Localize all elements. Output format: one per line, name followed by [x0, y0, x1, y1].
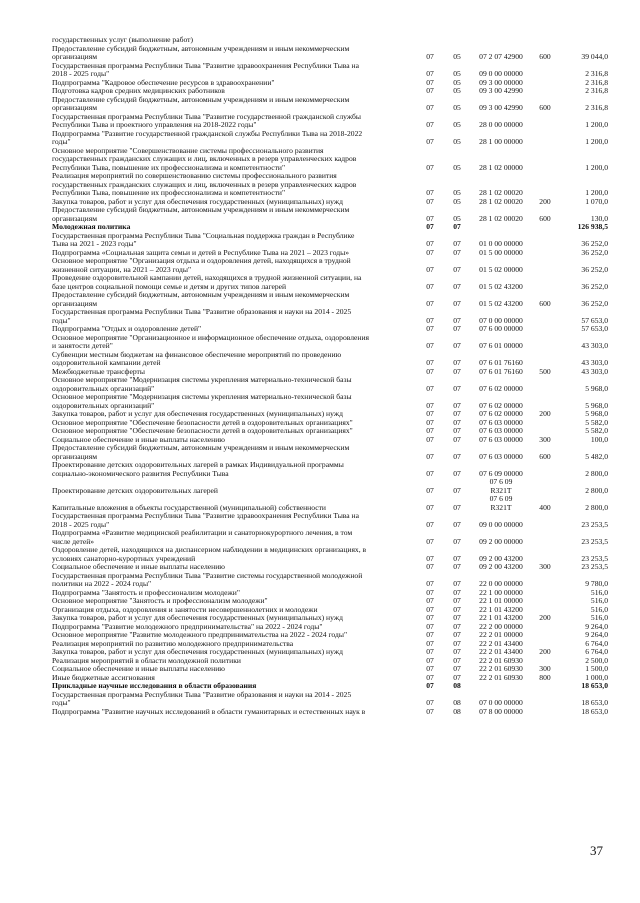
- amount: 5 968,0: [585, 383, 608, 393]
- table-row: [52, 495, 608, 512]
- amount: 23 253,5: [581, 562, 608, 571]
- target-article-code: 22 1 01 43200: [479, 604, 523, 614]
- subsection-code: 07: [453, 281, 461, 291]
- row-name: Подпрограмма «Социальная защита семьи и детей в Республике Тыва на 2021 – 2023 годы»: [52, 247, 350, 257]
- subsection-code: 07: [453, 553, 461, 563]
- subsection-code: 07: [453, 247, 461, 257]
- subsection-code: 05: [453, 196, 461, 206]
- target-article-code: 09 3 00 42990: [479, 103, 523, 112]
- target-article-code: 01 0 00 00000: [479, 239, 523, 248]
- table-row: [52, 172, 608, 198]
- row-name: Подпрограмма "Кадровое обеспечение ресурсов в здравоохранении": [52, 77, 275, 87]
- table-row: [52, 708, 608, 717]
- target-article-code: 22 2 01 43400: [479, 647, 523, 656]
- row-name: Основное мероприятие "Обеспечение безопасности детей в оздоровительных организациях": [52, 426, 353, 435]
- section-code: 07: [426, 672, 434, 682]
- section-code: 07: [426, 358, 434, 367]
- subsection-code: 07: [453, 358, 461, 367]
- expense-type-code: 600: [539, 103, 551, 112]
- row-name: Проведение оздоровительной кампании детей, находящихся в трудной жизненной ситуации, на базе центров социальной помощи семье и детям и других типов лагерей: [52, 273, 362, 291]
- amount: 9 780,0: [585, 579, 608, 588]
- table-row: [52, 393, 608, 410]
- target-article-code: 22 2 01 43400: [479, 638, 523, 648]
- section-code: 07: [426, 536, 434, 546]
- section-code: 07: [426, 604, 434, 614]
- expense-type-code: 300: [539, 664, 551, 673]
- section-code: 07: [426, 638, 434, 648]
- subsection-code: 07: [453, 239, 461, 248]
- expense-type-code: 200: [539, 647, 551, 656]
- section-code: 07: [426, 587, 434, 597]
- amount: 2 800,0: [585, 485, 608, 495]
- subsection-code: 07: [453, 647, 461, 656]
- subsection-code: 05: [453, 86, 461, 95]
- amount: 1 200,0: [585, 120, 608, 129]
- section-code: 07: [426, 621, 434, 631]
- row-name: Подпрограмма "Развитие научных исследований в области гуманитарных и естественных наук в: [52, 706, 366, 716]
- expense-type-code: 600: [539, 298, 551, 308]
- amount: 5 968,0: [585, 409, 608, 418]
- subsection-code: 07: [453, 298, 461, 308]
- section-code: 07: [426, 485, 434, 495]
- subsection-code: 08: [453, 706, 461, 716]
- subsection-code: 07: [453, 502, 461, 512]
- table-row: [52, 206, 608, 223]
- expense-type-code: 200: [539, 613, 551, 622]
- subsection-code: 07: [453, 222, 461, 231]
- subsection-code: 05: [453, 69, 461, 78]
- subsection-code: 07: [453, 324, 461, 333]
- row-name: Иные бюджетные ассигнования: [52, 672, 155, 682]
- row-name: Государственная программа Республики Тыва "Развитие здравоохранения Республики Тыва на 2018 - 2025 годы": [52, 511, 359, 529]
- target-article-code: 07 2 07 42900: [479, 52, 523, 61]
- table-row: [52, 546, 608, 563]
- row-name: Оздоровление детей, находящихся на диспансерном наблюдении в медицинских организациях, в условиях санаторно-курортных учреждений: [52, 545, 367, 563]
- subsection-code: 05: [453, 103, 461, 112]
- table-row: [52, 147, 608, 173]
- target-article-code: 28 1 02 00000: [479, 162, 523, 172]
- section-code: 07: [426, 298, 434, 308]
- section-code: 07: [426, 315, 434, 325]
- row-name: Проектирование детских оздоровительных лагерей: [52, 485, 218, 495]
- section-code: 07: [426, 502, 434, 512]
- row-name: Закупка товаров, работ и услуг для обеспечения государственных (муниципальных) нужд: [52, 196, 343, 206]
- subsection-code: 07: [453, 417, 461, 427]
- expense-type-code: 600: [539, 213, 551, 223]
- table-row: [52, 334, 608, 351]
- row-name: Предоставление субсидий бюджетным, автономным учреждениям и иным некоммерческим организациям: [52, 205, 350, 223]
- table-row: [52, 376, 608, 393]
- row-name: Организация отдыха, оздоровления и занятости несовершеннолетних и молодежи: [52, 604, 318, 614]
- row-name: Межбюджетные трансферты: [52, 366, 145, 376]
- table-row: [52, 691, 608, 708]
- section-code: 07: [426, 103, 434, 112]
- section-code: 07: [426, 52, 434, 61]
- target-article-code: 09 2 00 43200: [479, 562, 523, 571]
- amount: 5 582,0: [585, 417, 608, 427]
- table-row: [52, 351, 608, 368]
- table-row: [52, 291, 608, 308]
- subsection-code: 07: [453, 587, 461, 597]
- page-number: 37: [590, 843, 603, 858]
- amount: 1 200,0: [585, 188, 608, 197]
- row-name: Государственная программа Республики Тыва "Развитие системы государственной молодежной политики на 2022 - 2024 годы": [52, 570, 363, 588]
- amount: 39 044,0: [581, 52, 608, 61]
- amount: 100,0: [590, 434, 608, 444]
- target-article-code: 01 5 00 00000: [479, 247, 523, 257]
- subsection-code: 05: [453, 120, 461, 129]
- section-code: 07: [426, 647, 434, 656]
- amount: 43 303,0: [581, 366, 608, 376]
- subsection-code: 07: [453, 400, 461, 410]
- row-name: Подпрограмма "Занятость и профессионализм молодежи": [52, 587, 240, 597]
- target-article-code: 22 1 01 00000: [479, 596, 523, 605]
- amount: 2 316,8: [585, 69, 608, 78]
- target-article-code: 07 6 09 R321T: [489, 494, 513, 512]
- section-code: 07: [426, 613, 434, 622]
- target-article-code: 28 1 02 00020: [479, 213, 523, 223]
- target-article-code: 22 2 01 60930: [479, 664, 523, 673]
- subsection-code: 07: [453, 562, 461, 571]
- section-code: 07: [426, 366, 434, 376]
- section-code: 07: [426, 655, 434, 665]
- amount: 2 800,0: [585, 468, 608, 478]
- subsection-code: 08: [453, 681, 461, 690]
- amount: 1 500,0: [585, 664, 608, 673]
- row-name: Проектирование детских оздоровительных лагерей в рамках Индивидуальной программы социально-экономического развития Республики Тыва: [52, 460, 344, 478]
- section-code: 07: [426, 409, 434, 418]
- row-name: Реализация мероприятий по развитию молодежного предпринимательства: [52, 638, 294, 648]
- row-name: Основное мероприятие "Организационное и информационное обеспечение отдыха, оздоровления и занятости детей": [52, 332, 370, 350]
- table-row: [52, 274, 608, 291]
- target-article-code: 09 3 00 00000: [479, 77, 523, 87]
- target-article-code: 01 5 02 43200: [479, 281, 523, 291]
- subsection-code: 05: [453, 162, 461, 172]
- row-name: Подготовка кадров средних медицинских работников: [52, 86, 225, 95]
- section-code: 07: [426, 69, 434, 78]
- target-article-code: 07 6 00 00000: [479, 324, 523, 333]
- expense-type-code: 600: [539, 451, 551, 461]
- target-article-code: 22 0 00 00000: [479, 579, 523, 588]
- row-name: Предоставление субсидий бюджетным, автономным учреждениям и иным некоммерческим организациям: [52, 290, 350, 308]
- target-article-code: 07 6 03 00000: [479, 426, 523, 435]
- amount: 2 316,8: [585, 86, 608, 95]
- expense-type-code: 300: [539, 562, 551, 571]
- amount: 6 764,0: [585, 647, 608, 656]
- target-article-code: 09 2 00 43200: [479, 553, 523, 563]
- row-name: государственных услуг (выполнение работ): [52, 35, 193, 44]
- subsection-code: 07: [453, 664, 461, 673]
- row-name: Государственная программа Республики Тыва "Развитие здравоохранения Республики Тыва на 2018 - 2025 годы": [52, 60, 359, 78]
- row-name: Социальное обеспечение и иные выплаты населению: [52, 434, 225, 444]
- section-code: 07: [426, 706, 434, 716]
- subsection-code: 07: [453, 409, 461, 418]
- amount: 43 303,0: [581, 358, 608, 367]
- subsection-code: 07: [453, 426, 461, 435]
- table-row: [52, 45, 608, 62]
- amount: 18 653,0: [581, 698, 608, 707]
- amount: 43 303,0: [581, 341, 608, 350]
- amount: 516,0: [590, 613, 608, 622]
- target-article-code: 22 2 00 00000: [479, 621, 523, 631]
- row-name: Подпрограмма «Развитие медицинской реабилитации и санаторнокурортного лечения, в том числе детей»: [52, 528, 353, 546]
- expense-type-code: 200: [539, 409, 551, 418]
- section-code: 07: [426, 451, 434, 461]
- section-code: 07: [426, 239, 434, 248]
- target-article-code: 07 6 03 00000: [479, 451, 523, 461]
- amount: 9 264,0: [585, 621, 608, 631]
- row-name: Закупка товаров, работ и услуг для обеспечения государственных (муниципальных) нужд: [52, 409, 343, 418]
- amount: 36 252,0: [581, 281, 608, 291]
- row-name: Государственная программа Республики Тыва "Развитие образования и науки на 2014 - 2025 годы": [52, 689, 352, 707]
- target-article-code: 07 6 09 R321T: [489, 477, 513, 495]
- amount: 2 500,0: [585, 655, 608, 665]
- target-article-code: 07 0 00 00000: [479, 698, 523, 707]
- target-article-code: 07 8 00 00000: [479, 706, 523, 716]
- row-name: Социальное обеспечение и иные выплаты населению: [52, 562, 225, 571]
- section-code: 07: [426, 426, 434, 435]
- row-name: Основное мероприятие "Совершенствование системы профессионального развития государственных гражданских служащих и лиц, включенных в резерв управленческих кадров Республики Тыва, повышение их профессионализма и компетентности": [52, 145, 357, 172]
- target-article-code: 01 5 02 00000: [479, 264, 523, 274]
- amount: 6 764,0: [585, 638, 608, 648]
- target-article-code: 07 6 02 00000: [479, 383, 523, 393]
- target-article-code: 09 0 00 00000: [479, 519, 523, 529]
- row-name: Молодежная политика: [52, 222, 131, 231]
- table-row: [52, 232, 608, 249]
- amount: 2 316,8: [585, 103, 608, 112]
- amount: 5 582,0: [585, 426, 608, 435]
- section-code: 07: [426, 77, 434, 87]
- table-row: [52, 572, 608, 589]
- row-name: Закупка товаров, работ и услуг для обеспечения государственных (муниципальных) нужд: [52, 647, 343, 656]
- target-article-code: 07 6 02 00000: [479, 409, 523, 418]
- target-article-code: 07 6 01 76160: [479, 358, 523, 367]
- target-article-code: 09 2 00 00000: [479, 536, 523, 546]
- row-name: Предоставление субсидий бюджетным, автономным учреждениям и иным некоммерческим организациям: [52, 43, 350, 61]
- row-name: Капитальные вложения в объекты государственной (муниципальной) собственности: [52, 502, 326, 512]
- subsection-code: 05: [453, 137, 461, 146]
- amount: 2 316,8: [585, 77, 608, 87]
- expense-type-code: 600: [539, 52, 551, 61]
- amount: 126 938,5: [577, 222, 608, 231]
- target-article-code: 22 1 00 00000: [479, 587, 523, 597]
- section-code: 07: [426, 519, 434, 529]
- section-code: 07: [426, 553, 434, 563]
- subsection-code: 07: [453, 366, 461, 376]
- section-code: 07: [426, 681, 434, 690]
- section-code: 07: [426, 213, 434, 223]
- section-code: 07: [426, 664, 434, 673]
- section-code: 07: [426, 188, 434, 197]
- section-code: 07: [426, 281, 434, 291]
- row-name: Подпрограмма "Отдых и оздоровление детей": [52, 324, 202, 333]
- subsection-code: 07: [453, 434, 461, 444]
- subsection-code: 07: [453, 630, 461, 639]
- row-name: Реализация мероприятий в области молодежной политики: [52, 655, 241, 665]
- amount: 5 968,0: [585, 400, 608, 410]
- target-article-code: 07 6 03 00000: [479, 434, 523, 444]
- subsection-code: 07: [453, 315, 461, 325]
- amount: 57 653,0: [581, 315, 608, 325]
- budget-table: [52, 36, 608, 716]
- amount: 23 253,5: [581, 553, 608, 563]
- section-code: 07: [426, 247, 434, 257]
- target-article-code: 28 1 02 00020: [479, 196, 523, 206]
- amount: 23 253,5: [581, 519, 608, 529]
- target-article-code: 07 6 03 00000: [479, 417, 523, 427]
- target-article-code: 07 6 09 00000: [479, 468, 523, 478]
- amount: 36 252,0: [581, 247, 608, 257]
- target-article-code: 22 2 01 00000: [479, 630, 523, 639]
- subsection-code: 07: [453, 579, 461, 588]
- row-name: Реализация мероприятий по совершенствованию системы профессионального развития государственных гражданских служащих и лиц, включенных в резерв управленческих кадров Республики Тыва, повышение их профессионализма и компетентности": [52, 171, 357, 197]
- subsection-code: 07: [453, 621, 461, 631]
- subsection-code: 07: [453, 383, 461, 393]
- expense-type-code: 800: [539, 672, 551, 682]
- amount: 5 482,0: [585, 451, 608, 461]
- row-name: Предоставление субсидий бюджетным, автономным учреждениям и иным некоммерческим организациям: [52, 443, 350, 461]
- amount: 36 252,0: [581, 239, 608, 248]
- row-name: Основное мероприятие "Организация отдыха и оздоровления детей, находящихся в трудной жизненной ситуации, на 2021 – 2023 годы": [52, 256, 351, 274]
- section-code: 07: [426, 562, 434, 571]
- subsection-code: 07: [453, 613, 461, 622]
- amount: 18 653,0: [581, 681, 608, 690]
- table-row: [52, 308, 608, 325]
- table-row: [52, 512, 608, 529]
- table-row: [52, 113, 608, 130]
- target-article-code: 07 6 01 76160: [479, 366, 523, 376]
- section-code: 07: [426, 383, 434, 393]
- row-name: Социальное обеспечение и иные выплаты населению: [52, 664, 225, 673]
- amount: 1 070,0: [585, 196, 608, 206]
- section-code: 07: [426, 324, 434, 333]
- table-row: [52, 96, 608, 113]
- table-row: [52, 444, 608, 461]
- subsection-code: 07: [453, 468, 461, 478]
- target-article-code: 22 2 01 60930: [479, 672, 523, 682]
- section-code: 07: [426, 596, 434, 605]
- row-name: Основное мероприятие "Развитие молодежного предпринимательства на 2022 - 2024 годы": [52, 630, 348, 639]
- expense-type-code: 500: [539, 366, 551, 376]
- table-row: [52, 257, 608, 274]
- target-article-code: 22 2 01 60930: [479, 655, 523, 665]
- row-name: Прикладные научные исследования в области образования: [52, 681, 257, 690]
- subsection-code: 07: [453, 341, 461, 350]
- amount: 36 252,0: [581, 264, 608, 274]
- row-name: Закупка товаров, работ и услуг для обеспечения государственных (муниципальных) нужд: [52, 613, 343, 622]
- row-name: Предоставление субсидий бюджетным, автономным учреждениям и иным некоммерческим организациям: [52, 94, 350, 112]
- row-name: Основное мероприятие "Модернизация системы укрепления материально-технической базы оздоровительных организаций": [52, 375, 352, 393]
- row-name: Подпрограмма "Развитие государственной гражданской службы Республики Тыва на 2018-2022 годы": [52, 128, 363, 146]
- expense-type-code: 400: [539, 502, 551, 512]
- amount: 18 653,0: [581, 706, 608, 716]
- section-code: 07: [426, 264, 434, 274]
- table-row: [52, 461, 608, 478]
- row-name: Субвенции местным бюджетам на финансовое обеспечение мероприятий по проведению оздоровительной кампании детей: [52, 349, 342, 367]
- section-code: 07: [426, 468, 434, 478]
- table-row: [52, 130, 608, 147]
- expense-type-code: 200: [539, 196, 551, 206]
- target-article-code: 22 1 01 43200: [479, 613, 523, 622]
- section-code: 07: [426, 222, 434, 231]
- subsection-code: 05: [453, 77, 461, 87]
- row-name: Государственная программа Республики Тыва "Развитие образования и науки на 2014 - 2025 годы": [52, 307, 352, 325]
- section-code: 07: [426, 120, 434, 129]
- subsection-code: 07: [453, 638, 461, 648]
- section-code: 07: [426, 86, 434, 95]
- amount: 2 800,0: [585, 502, 608, 512]
- subsection-code: 07: [453, 519, 461, 529]
- subsection-code: 07: [453, 604, 461, 614]
- target-article-code: 28 1 02 00020: [479, 188, 523, 197]
- row-name: Государственная программа Республики Тыва "Социальная поддержка граждан в Республике Тыва на 2021 - 2023 годы": [52, 230, 355, 248]
- section-code: 07: [426, 162, 434, 172]
- subsection-code: 07: [453, 672, 461, 682]
- target-article-code: 09 3 00 42990: [479, 86, 523, 95]
- subsection-code: 05: [453, 188, 461, 197]
- target-article-code: 28 1 00 00000: [479, 137, 523, 146]
- target-article-code: 07 6 01 00000: [479, 341, 523, 350]
- amount: 23 253,5: [581, 536, 608, 546]
- subsection-code: 08: [453, 698, 461, 707]
- subsection-code: 07: [453, 596, 461, 605]
- subsection-code: 07: [453, 655, 461, 665]
- row-name: Основное мероприятие "Обеспечение безопасности детей в оздоровительных организациях": [52, 417, 353, 427]
- table-row: [52, 478, 608, 495]
- target-article-code: 28 0 00 00000: [479, 120, 523, 129]
- subsection-code: 05: [453, 213, 461, 223]
- section-code: 07: [426, 434, 434, 444]
- amount: 516,0: [590, 596, 608, 605]
- subsection-code: 05: [453, 52, 461, 61]
- subsection-code: 07: [453, 264, 461, 274]
- section-code: 07: [426, 417, 434, 427]
- row-name: Основное мероприятие "Занятость и профессионализм молодежи": [52, 596, 268, 605]
- amount: 9 264,0: [585, 630, 608, 639]
- table-row: [52, 529, 608, 546]
- subsection-code: 07: [453, 451, 461, 461]
- target-article-code: 09 0 00 00000: [479, 69, 523, 78]
- row-name: Основное мероприятие "Модернизация системы укрепления материально-технической базы оздоровительных организаций": [52, 392, 352, 410]
- section-code: 07: [426, 137, 434, 146]
- amount: 1 200,0: [585, 162, 608, 172]
- target-article-code: 07 0 00 00000: [479, 315, 523, 325]
- section-code: 07: [426, 341, 434, 350]
- amount: 57 653,0: [581, 324, 608, 333]
- amount: 36 252,0: [581, 298, 608, 308]
- table-row: [52, 62, 608, 79]
- section-code: 07: [426, 400, 434, 410]
- subsection-code: 07: [453, 536, 461, 546]
- section-code: 07: [426, 698, 434, 707]
- target-article-code: 01 5 02 43200: [479, 298, 523, 308]
- amount: 130,0: [590, 213, 608, 223]
- section-code: 07: [426, 630, 434, 639]
- section-code: 07: [426, 196, 434, 206]
- amount: 516,0: [590, 587, 608, 597]
- target-article-code: 07 6 02 00000: [479, 400, 523, 410]
- amount: 1 000,0: [585, 672, 608, 682]
- row-name: Государственная программа Республики Тыва "Развитие государственной гражданской службы Республики Тыва и проектного управления на 2018-2022 годы": [52, 111, 361, 129]
- section-code: 07: [426, 579, 434, 588]
- expense-type-code: 300: [539, 434, 551, 444]
- amount: 1 200,0: [585, 137, 608, 146]
- subsection-code: 07: [453, 485, 461, 495]
- amount: 516,0: [590, 604, 608, 614]
- row-name: Подпрограмма "Развитие молодежного предпринимательства" на 2022 - 2024 годы": [52, 621, 323, 631]
